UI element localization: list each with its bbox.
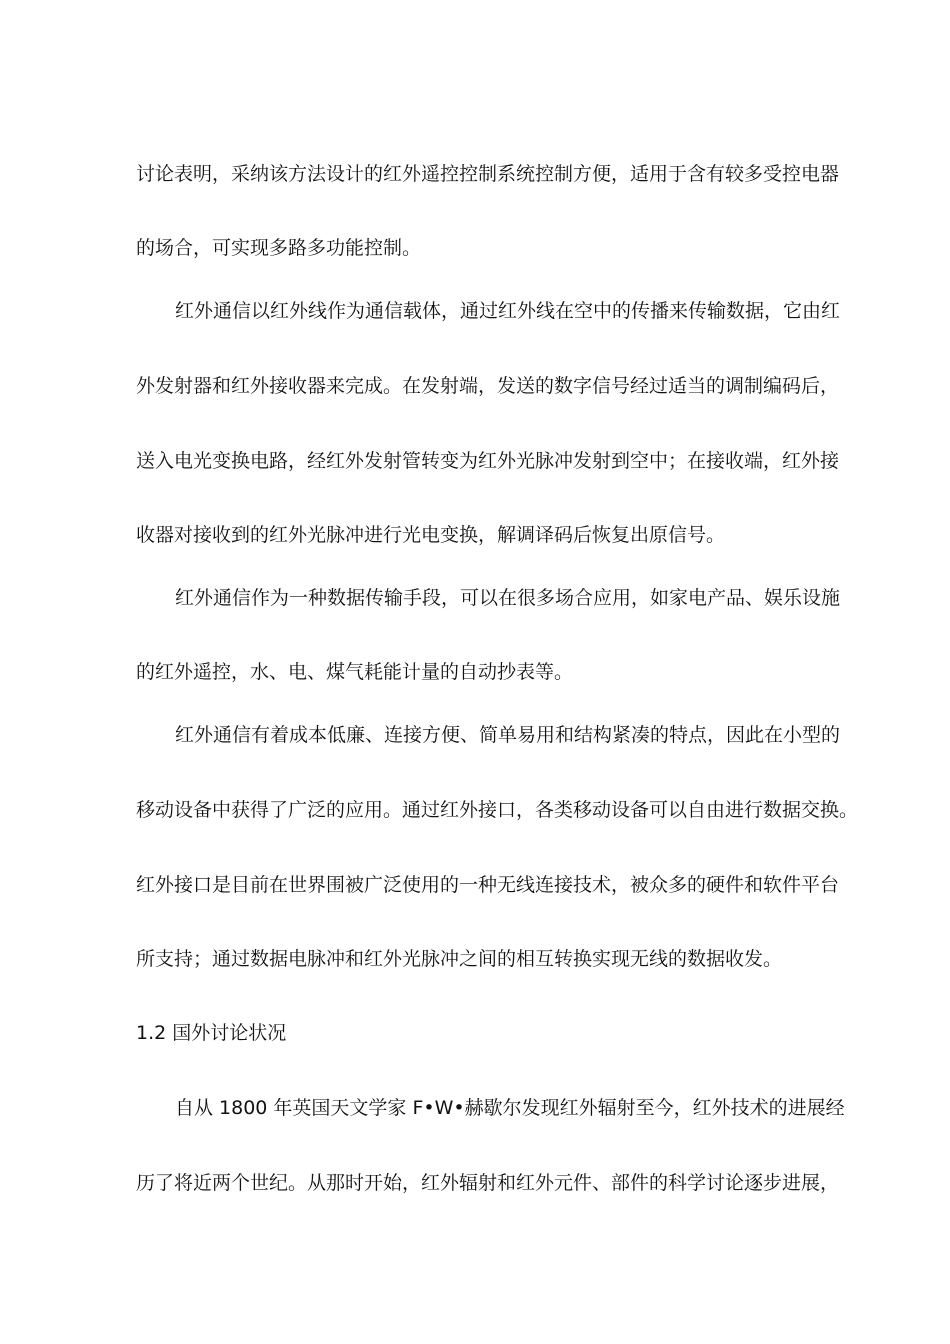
text-line: 讨论表明，采纳该方法设计的红外遥控控制系统控制方便，适用于含有较多受控电器: [136, 163, 840, 185]
text-line: 送入电光变换电路，经红外发射管转变为红外光脉冲发射到空中；在接收端，红外接: [136, 450, 840, 472]
text-line: 收器对接收到的红外光脉冲进行光电变换，解调译码后恢复出原信号。: [136, 524, 726, 546]
text-line: 移动设备中获得了广泛的应用。通过红外接口，各类移动设备可以自由进行数据交换。: [136, 799, 859, 821]
text-line: 外发射器和红外接收器来完成。在发射端，发送的数字信号经过适当的调制编码后，: [136, 375, 840, 397]
paragraph-start: 红外通信以红外线作为通信载体，通过红外线在空中的传播来传输数据，它由红: [175, 300, 841, 322]
text-line: 所支持；通过数据电脉冲和红外光脉冲之间的相互转换实现无线的数据收发。: [136, 948, 783, 970]
paragraph-start: 红外通信作为一种数据传输手段，可以在很多场合应用，如家电产品、娱乐设施: [175, 587, 841, 609]
text-line: 红外接口是目前在世界围被广泛使用的一种无线连接技术，被众多的硬件和软件平台: [136, 874, 840, 896]
paragraph-start: 自从 1800 年英国天文学家 F•W•赫歇尔发现红外辐射至今，红外技术的进展经: [175, 1097, 845, 1119]
paragraph-start: 红外通信有着成本低廉、连接方便、简单易用和结构紧凑的特点，因此在小型的: [175, 724, 841, 746]
text-line: 的场合，可实现多路多功能控制。: [136, 237, 422, 259]
text-line: 的红外遥控，水、电、煤气耗能计量的自动抄表等。: [136, 661, 574, 683]
section-heading: 1.2 国外讨论状况: [136, 1022, 287, 1044]
text-line: 历了将近两个世纪。从那时开始，红外辐射和红外元件、部件的科学讨论逐步进展，: [136, 1172, 840, 1194]
